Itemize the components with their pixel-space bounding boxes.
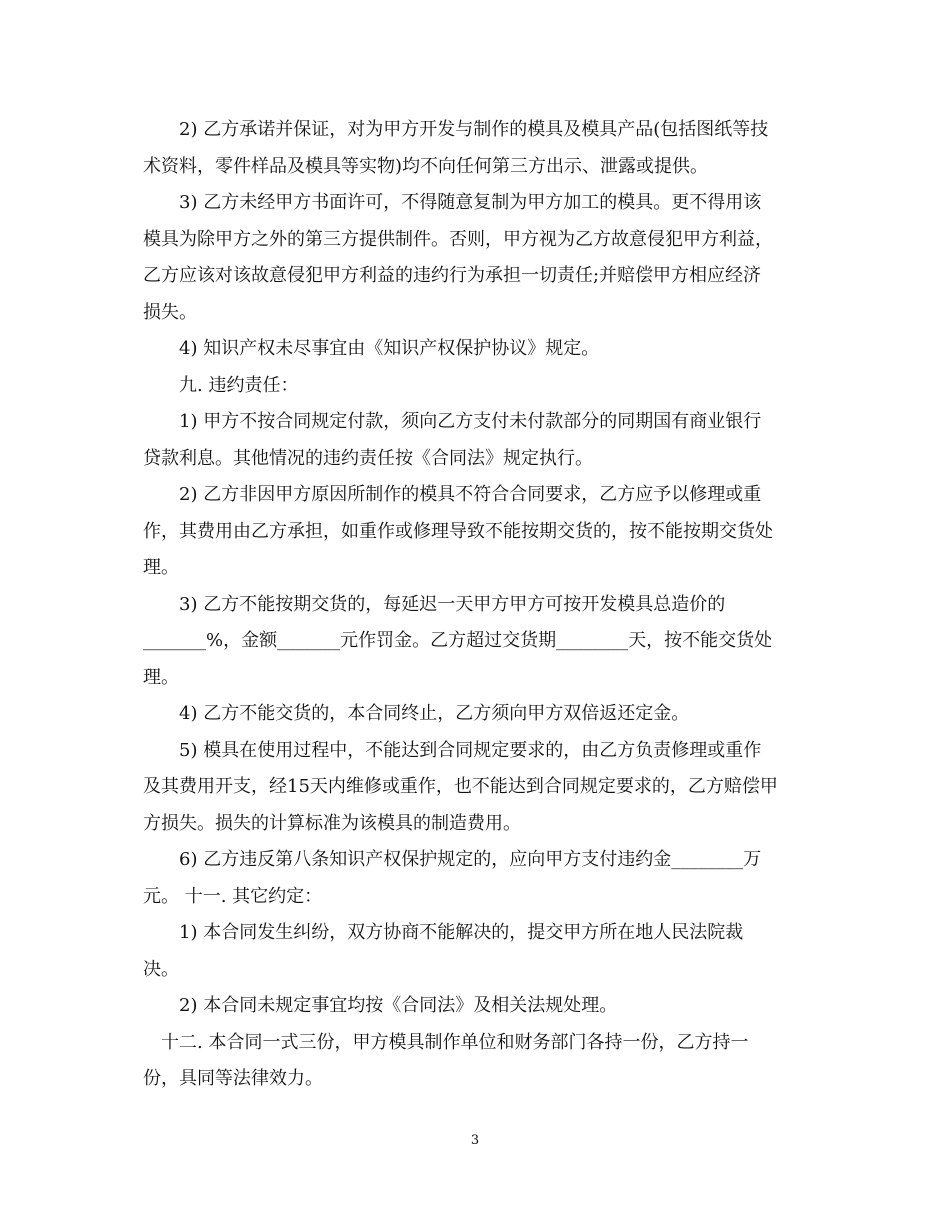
page-number: 3: [470, 1133, 480, 1148]
paragraph-late-delivery-penalty: [143, 587, 815, 697]
paragraph-no-copying: [143, 185, 815, 331]
text-line: 5) 模具在使用过程中，不能达到合同规定要求的，由乙方负责修理或重作: [179, 739, 762, 761]
section-heading-liability: [143, 368, 815, 405]
text-line: 及其费用开支，经15天内维修或重作，也不能达到合同规定要求的，乙方赔偿甲: [143, 776, 778, 797]
paragraph-unspecified-matters: [143, 988, 815, 1025]
text-line: 理。: [143, 666, 179, 688]
text-line: 术资料，零件样品及模具等实物)均不向任何第三方出示、泄露或提供。: [143, 155, 709, 177]
text-line: 3) 乙方不能按期交货的，每延迟一天甲方甲方可按开发模具总造价的: [179, 593, 726, 615]
paragraph-mold-repair: [143, 733, 815, 843]
text-line: 2) 乙方非因甲方原因所制作的模具不符合合同要求，乙方应予以修理或重: [179, 484, 762, 505]
paragraph-dispute-resolution: [143, 915, 815, 988]
text-line: 4) 知识产权未尽事宜由《知识产权保护协议》规定。: [179, 338, 600, 359]
text-line: 1) 甲方不按合同规定付款，须向乙方支付未付款部分的同期国有商业银行: [179, 411, 762, 432]
text-line: 2) 乙方承诺并保证，对为甲方开发与制作的模具及模具产品(包括图纸等技: [179, 119, 769, 140]
text-line: 6) 乙方违反第八条知识产权保护规定的，应向甲方支付违约金________万: [179, 849, 762, 870]
text-line: 十二. 本合同一式三份，甲方模具制作单位和财务部门各持一份，乙方持一: [161, 1031, 749, 1053]
paragraph-ip-agreement: [143, 331, 815, 368]
text-line: 份，具同等法律效力。: [143, 1068, 323, 1089]
paragraph-non-delivery: [143, 696, 815, 733]
text-line: 损失。: [143, 301, 197, 323]
document-body: [143, 112, 815, 1098]
text-line: 4) 乙方不能交货的，本合同终止，乙方须向甲方双倍返还定金。: [179, 703, 690, 724]
text-line: 模具为除甲方之外的第三方提供制件。否则，甲方视为乙方故意侵犯甲方利益，: [143, 228, 773, 250]
text-line: 方损失。损失的计算标准为该模具的制造费用。: [143, 812, 521, 834]
text-line: 九. 违约责任：: [179, 374, 299, 396]
paragraph-ip-breach-penalty: [143, 842, 815, 915]
text-line: 作，其费用由乙方承担，如重作或修理导致不能按期交货的，按不能按期交货处: [143, 520, 773, 542]
paragraph-copies: [143, 1025, 815, 1098]
paragraph-confidentiality-promise: [143, 112, 815, 185]
text-line: _______%，金额_______元作罚金。乙方超过交货期________天，按不能交货处: [143, 630, 773, 651]
text-line: 2) 本合同未规定事宜均按《合同法》及相关法规处理。: [179, 995, 618, 1016]
text-line: 贷款利息。其他情况的违约责任按《合同法》规定执行。: [143, 447, 593, 469]
text-line: 3) 乙方未经甲方书面许可，不得随意复制为甲方加工的模具。更不得用该: [179, 192, 762, 213]
text-line: 元。 十一. 其它约定：: [143, 885, 323, 907]
text-line: 决。: [143, 958, 179, 980]
text-line: 乙方应该对该故意侵犯甲方利益的违约行为承担一切责任;并赔偿甲方相应经济: [143, 265, 762, 286]
paragraph-nonconforming-mold: [143, 477, 815, 587]
text-line: 1) 本合同发生纠纷，双方协商不能解决的，提交甲方所在地人民法院裁: [179, 922, 744, 943]
paragraph-late-payment: [143, 404, 815, 477]
text-line: 理。: [143, 557, 179, 578]
